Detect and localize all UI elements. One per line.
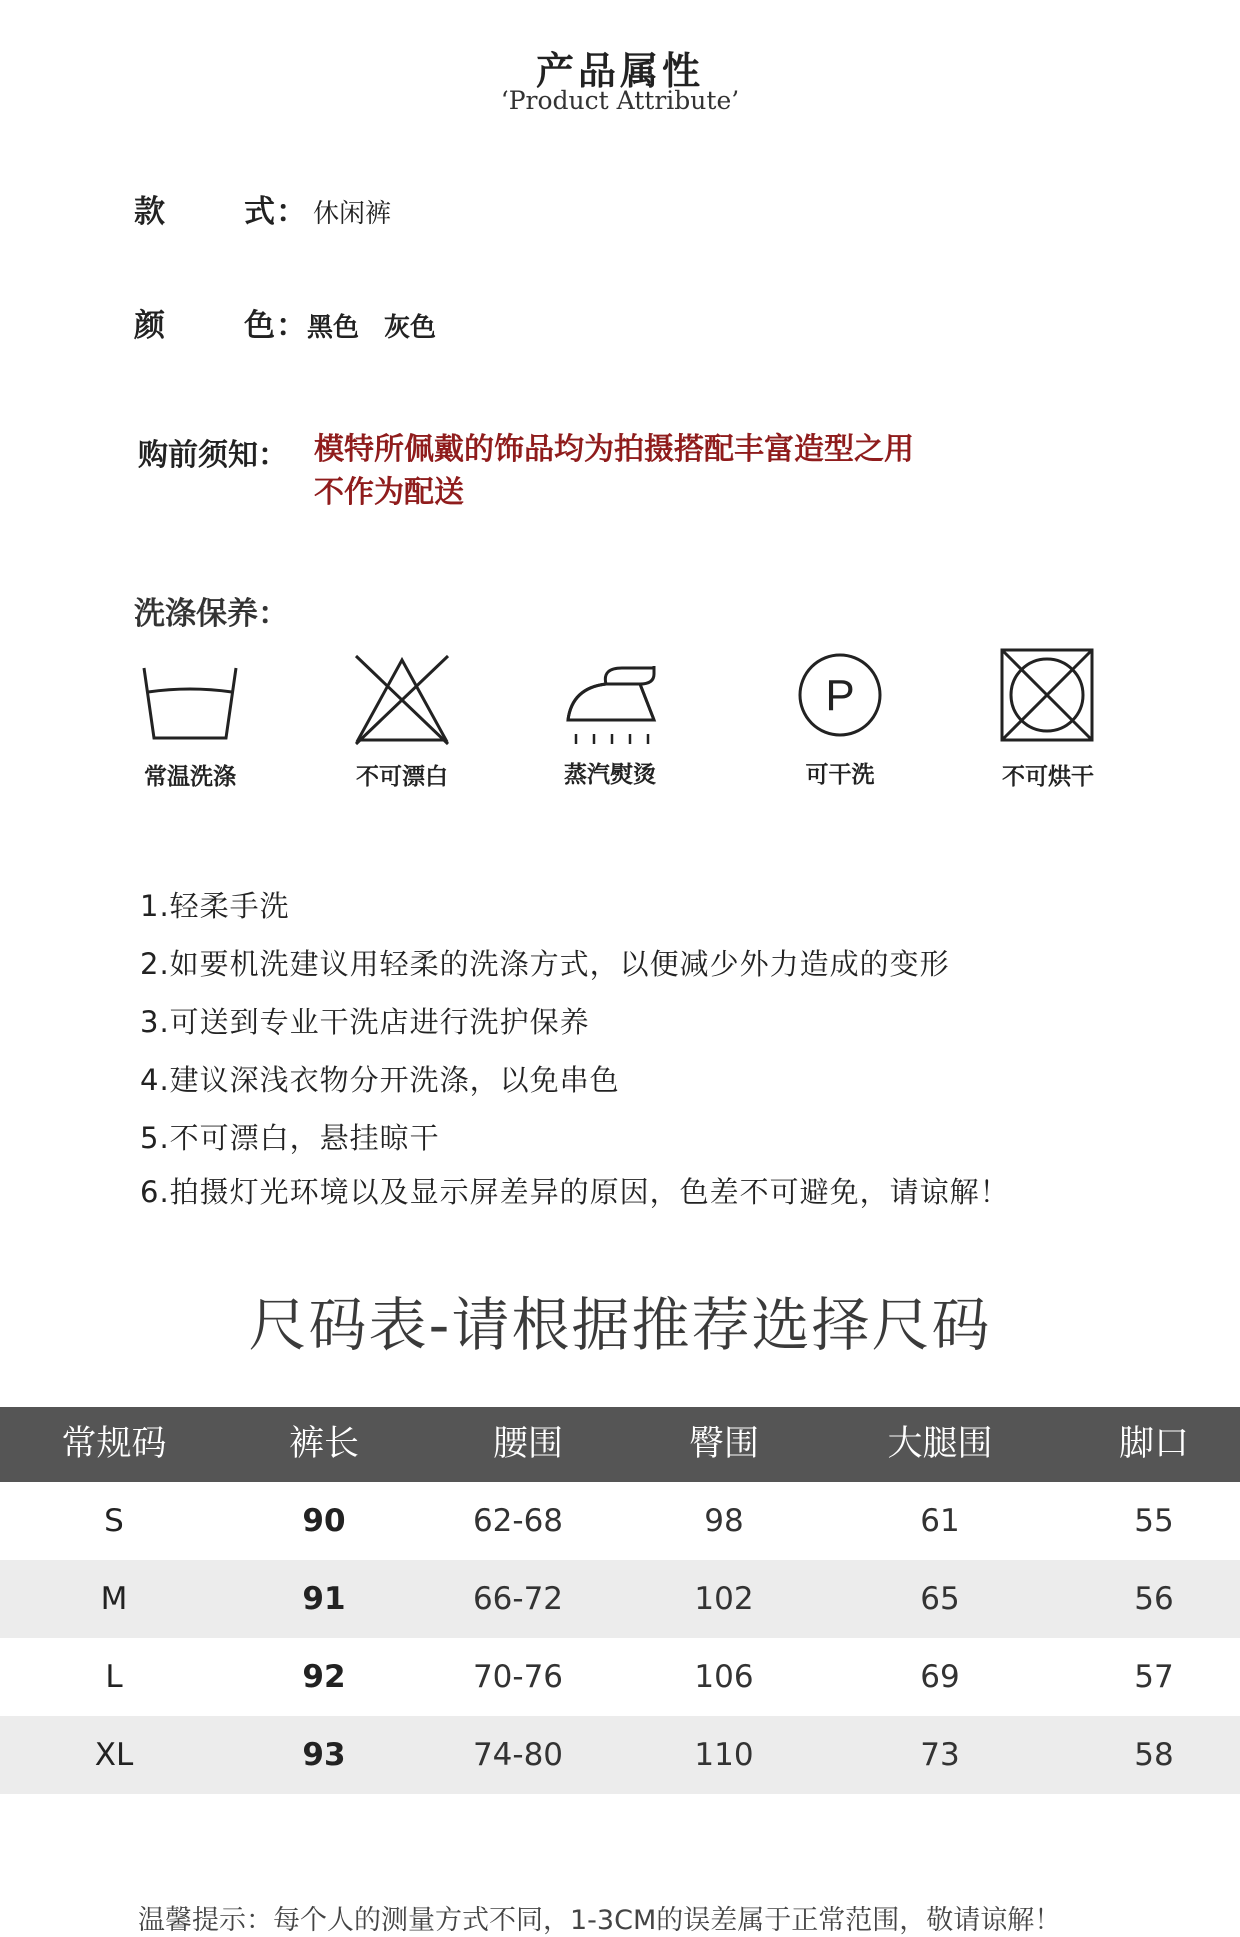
cell-size: M: [100, 1581, 128, 1617]
no-bleach-icon: [352, 652, 452, 748]
cell-size: S: [104, 1503, 124, 1539]
header-size: 常规码: [61, 1424, 167, 1464]
style-label-char-2: 式: [244, 194, 275, 230]
care-label-no-tumble-dry: 不可烘干: [1002, 764, 1094, 790]
cell-waist: 66-72: [472, 1581, 564, 1617]
cell-hip: 106: [694, 1659, 754, 1695]
style-value: 休闲裤: [313, 199, 392, 229]
cell-waist: 62-68: [472, 1503, 564, 1539]
care-title: 洗涤保养：: [134, 596, 289, 632]
dry-clean-glyph: P: [825, 671, 855, 720]
cell-hem: 57: [1134, 1659, 1174, 1695]
cell-hip: 98: [704, 1503, 744, 1539]
cell-size: L: [105, 1659, 123, 1695]
cell-thigh: 65: [920, 1581, 960, 1617]
care-label-no-bleach: 不可漂白: [356, 764, 448, 790]
header-hem: 脚口: [1118, 1424, 1189, 1464]
table-row: [0, 1716, 1240, 1794]
color-value-gray: 灰色: [384, 313, 437, 343]
table-row: [0, 1638, 1240, 1716]
color-label-char-1: 颜: [134, 308, 165, 344]
color-colon: ：: [276, 308, 307, 344]
notice-label: 购前须知：: [138, 438, 288, 473]
wash-tub-icon: [140, 664, 240, 744]
instruction-6: 6.拍摄灯光环境以及显示屏差异的原因，色差不可避免，请谅解！: [140, 1175, 1010, 1209]
care-label-steam-iron: 蒸汽熨烫: [564, 762, 656, 788]
notice-line-1: 模特所佩戴的饰品均为拍摄搭配丰富造型之用: [314, 432, 914, 467]
instruction-5: 5.不可漂白，悬挂晾干: [140, 1121, 440, 1155]
table-row: [0, 1482, 1240, 1560]
style-label-char-1: 款: [134, 194, 165, 230]
no-tumble-dry-icon: [998, 646, 1096, 744]
notice-line-2: 不作为配送: [314, 475, 464, 510]
header-waist: 腰围: [492, 1424, 563, 1464]
cell-length: 93: [302, 1737, 346, 1773]
size-chart-title: 尺码表-请根据推荐选择尺码: [248, 1291, 992, 1359]
header-hip: 臀围: [688, 1424, 759, 1464]
cell-hem: 56: [1134, 1581, 1174, 1617]
cell-thigh: 73: [920, 1737, 960, 1773]
cell-length: 91: [302, 1581, 346, 1617]
cell-hem: 58: [1134, 1737, 1174, 1773]
size-table: [0, 1407, 1240, 1794]
steam-iron-icon: [562, 660, 662, 750]
cell-thigh: 61: [920, 1503, 960, 1539]
cell-hip: 102: [694, 1581, 754, 1617]
cell-waist: 70-76: [472, 1659, 564, 1695]
cell-length: 92: [302, 1659, 346, 1695]
dry-clean-p-icon: [797, 652, 883, 738]
header-length: 裤长: [288, 1424, 359, 1464]
size-footnote: 温馨提示：每个人的测量方式不同，1-3CM的误差属于正常范围，敬请谅解！: [138, 1905, 1062, 1936]
cell-length: 90: [302, 1503, 346, 1539]
instruction-3: 3.可送到专业干洗店进行洗护保养: [140, 1005, 590, 1039]
care-label-wash: 常温洗涤: [144, 764, 236, 790]
page-subtitle: ‘Product Attribute’: [500, 86, 740, 115]
instruction-1: 1.轻柔手洗: [140, 889, 290, 923]
cell-hip: 110: [694, 1737, 754, 1773]
care-label-dry-clean: 可干洗: [805, 762, 875, 788]
style-colon: ：: [276, 194, 307, 230]
instruction-4: 4.建议深浅衣物分开洗涤，以免串色: [140, 1063, 620, 1097]
cell-thigh: 69: [920, 1659, 960, 1695]
table-row: [0, 1560, 1240, 1638]
color-label-char-2: 色: [244, 308, 275, 344]
cell-waist: 74-80: [472, 1737, 564, 1773]
color-value-black: 黑色: [307, 313, 360, 343]
cell-size: XL: [94, 1737, 134, 1773]
page-title: 产品属性: [535, 49, 704, 93]
size-table-header: [0, 1407, 1240, 1482]
cell-hem: 55: [1134, 1503, 1174, 1539]
instruction-2: 2.如要机洗建议用轻柔的洗涤方式，以便减少外力造成的变形: [140, 947, 950, 981]
header-thigh: 大腿围: [887, 1424, 993, 1464]
